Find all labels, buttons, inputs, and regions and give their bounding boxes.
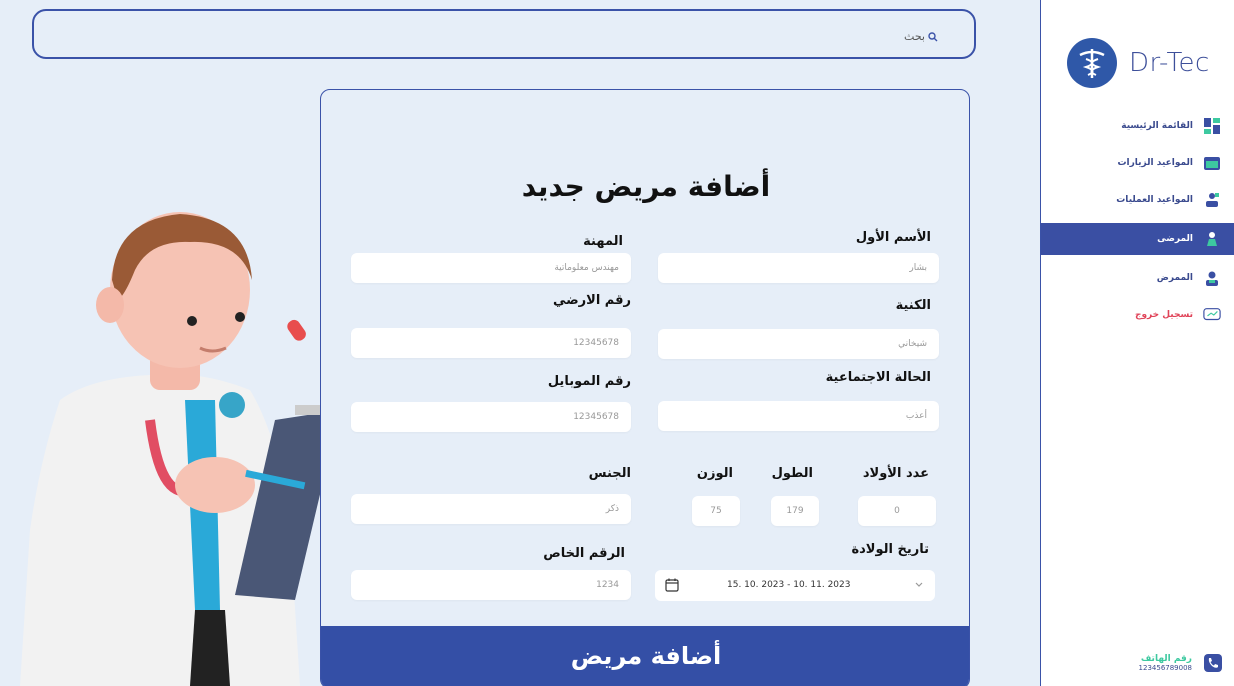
first-name-label: الأسم الأول [855,230,931,245]
sidebar-item-label: الممرض [1156,273,1193,283]
search-placeholder: بحث [904,30,938,43]
mobile-label: رقم الموبايل [547,374,631,389]
birthdate-range-picker[interactable] [655,570,935,601]
page-title: أضافة مريض جديد [521,170,771,203]
profession-input[interactable]: مهندس معلوماتية [351,253,631,283]
birthdate-label: تاريخ الولادة [851,542,929,557]
caduceus-icon [1067,38,1117,88]
sidebar-item-dashboard[interactable] [1041,112,1234,140]
calendar-icon [665,578,679,592]
marital-status-label: الحالة الاجتماعية [825,370,931,385]
sidebar-item-visits[interactable] [1041,149,1234,177]
profession-label: المهنة [583,234,623,249]
phone-contact [1139,654,1222,672]
search-icon [928,32,938,42]
sidebar-item-label: تسجيل خروج [1134,310,1193,320]
add-patient-card [320,89,970,686]
sidebar [1040,0,1234,686]
phone-number: 123456789008 [1138,664,1192,672]
patient-icon [1203,230,1221,248]
height-label: الطول [771,466,813,481]
landline-input[interactable]: 12345678 [351,328,631,358]
private-number-label: الرقم الخاص [543,546,625,561]
add-patient-button[interactable]: أضافة مريض [321,626,970,686]
sidebar-item-label: المواعيد العمليات [1116,195,1193,205]
birthdate-value: 15. 10. 2023 - 10. 11. 2023 [727,580,851,590]
nurse-icon [1203,269,1221,287]
phone-icon [1204,654,1222,672]
logout-icon [1203,306,1221,324]
search-bar[interactable] [32,9,976,59]
children-count-input[interactable]: 0 [858,496,936,526]
chevron-down-icon [915,582,923,588]
sidebar-item-logout[interactable] [1041,301,1234,329]
marital-status-input[interactable]: أعذب [658,401,939,431]
surname-input[interactable]: شيخاني [658,329,939,359]
sidebar-item-operations[interactable] [1041,186,1234,214]
height-input[interactable]: 179 [771,496,819,526]
first-name-input[interactable]: بشار [658,253,939,283]
sidebar-item-label: القائمة الرئيسية [1121,121,1193,131]
surgery-icon [1203,191,1221,209]
phone-label: رقم الهاتف [1140,654,1192,664]
private-number-input[interactable]: 1234 [351,570,631,600]
gender-label: الجنس [588,466,631,481]
dashboard-icon [1203,117,1221,135]
sidebar-item-nurse[interactable] [1041,264,1234,292]
sidebar-item-label: المواعيد الزيارات [1117,158,1193,168]
sidebar-item-patients[interactable] [1041,223,1234,255]
logo [1067,38,1210,88]
landline-label: رقم الارضي [552,293,631,308]
weight-input[interactable]: 75 [692,496,740,526]
weight-label: الوزن [696,466,733,481]
sidebar-nav [1041,112,1234,338]
mobile-input[interactable]: 12345678 [351,402,631,432]
children-count-label: عدد الأولاد [862,466,929,481]
calendar-icon [1203,154,1221,172]
sidebar-item-label: المرضى [1157,234,1193,244]
brand-name: Dr-Tec [1129,48,1210,78]
surname-label: الكنية [895,298,931,313]
gender-input[interactable]: ذكر [351,494,631,524]
